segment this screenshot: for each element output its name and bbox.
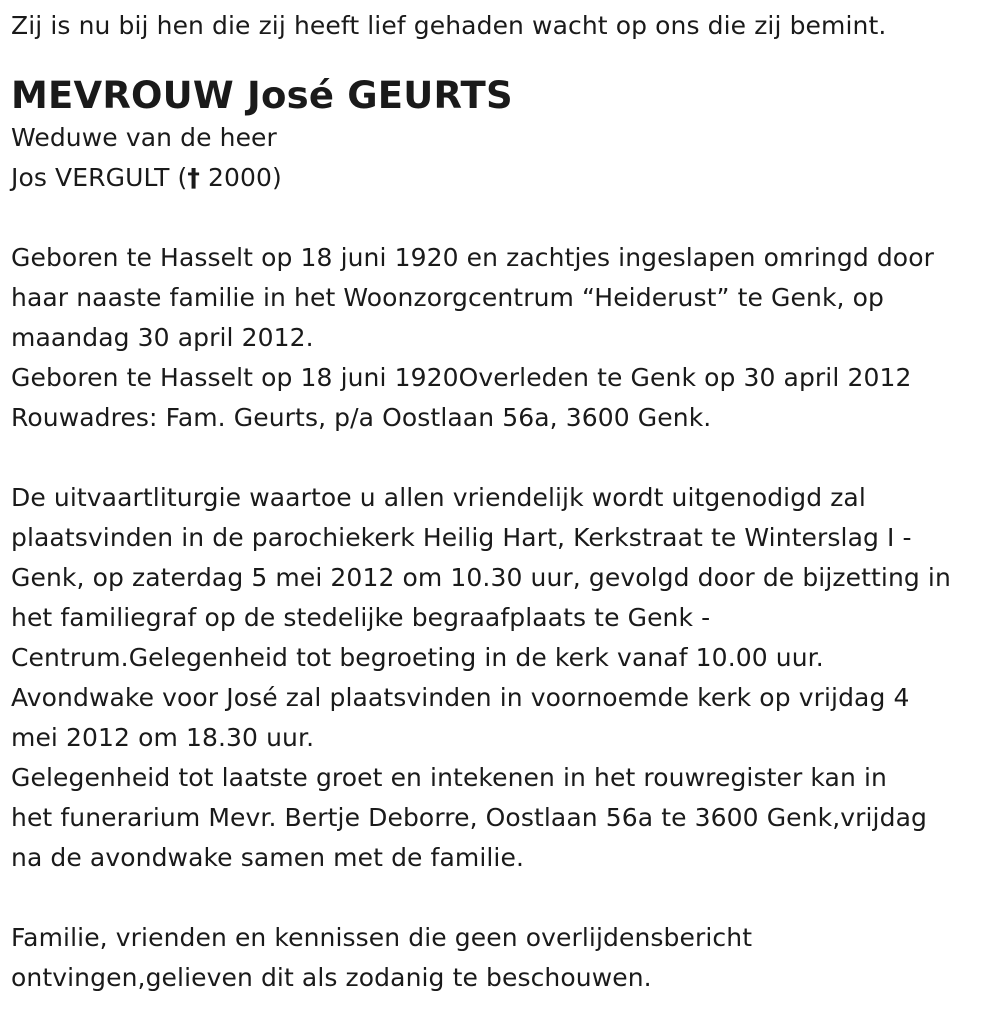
obituary-notice — [11, 6, 991, 998]
opening-quote: Zij is nu bij hen die zij heeft lief gehaden wacht op ons die zij bemint. — [11, 11, 887, 40]
paragraph-line: Centrum.Gelegenheid tot begroeting in de kerk vanaf 10.00 uur. — [11, 643, 824, 672]
deceased-name: MEVROUW José GEURTS — [11, 74, 513, 117]
birth-death-paragraph — [11, 238, 991, 438]
paragraph-line: plaatsvinden in de parochiekerk Heilig Hart, Kerkstraat te Winterslag I - — [11, 523, 912, 552]
spacer — [11, 878, 991, 918]
mourning-address: Rouwadres: Fam. Geurts, p/a Oostlaan 56a, 3600 Genk. — [11, 403, 712, 432]
paragraph-line: Gelegenheid tot laatste groet en intekenen in het rouwregister kan in — [11, 763, 887, 792]
paragraph-line: mei 2012 om 18.30 uur. — [11, 723, 315, 752]
paragraph-line: haar naaste familie in het Woonzorgcentrum “Heiderust” te Genk, op — [11, 283, 884, 312]
cross-icon: † — [187, 163, 200, 192]
paragraph-line: het familiegraf op de stedelijke begraafplaats te Genk - — [11, 603, 711, 632]
spouse-line — [11, 158, 991, 198]
paragraph-line: na de avondwake samen met de familie. — [11, 843, 525, 872]
paragraph-line: Genk, op zaterdag 5 mei 2012 om 10.30 uur, gevolgd door de bijzetting in — [11, 563, 951, 592]
widow-of-line: Weduwe van de heer — [11, 123, 277, 152]
spacer — [11, 198, 991, 238]
closing-paragraph — [11, 918, 991, 998]
paragraph-line: ontvingen,gelieven dit als zodanig te beschouwen. — [11, 963, 652, 992]
paragraph-line: maandag 30 april 2012. — [11, 323, 314, 352]
spouse-name: Jos VERGULT ( — [11, 163, 188, 192]
spouse-death-year: 2000) — [199, 163, 282, 192]
paragraph-line: Familie, vrienden en kennissen die geen overlijdensbericht — [11, 923, 753, 952]
paragraph-line: Avondwake voor José zal plaatsvinden in voornoemde kerk op vrijdag 4 — [11, 683, 910, 712]
paragraph-line: De uitvaartliturgie waartoe u allen vriendelijk wordt uitgenodigd zal — [11, 483, 866, 512]
funeral-details-paragraph — [11, 478, 991, 878]
spacer — [11, 46, 991, 74]
paragraph-line: Geboren te Hasselt op 18 juni 1920 en zachtjes ingeslapen omringd door — [11, 243, 934, 272]
spacer — [11, 438, 991, 478]
paragraph-line: Geboren te Hasselt op 18 juni 1920Overleden te Genk op 30 april 2012 — [11, 363, 912, 392]
paragraph-line: het funerarium Mevr. Bertje Deborre, Oostlaan 56a te 3600 Genk,vrijdag — [11, 803, 927, 832]
